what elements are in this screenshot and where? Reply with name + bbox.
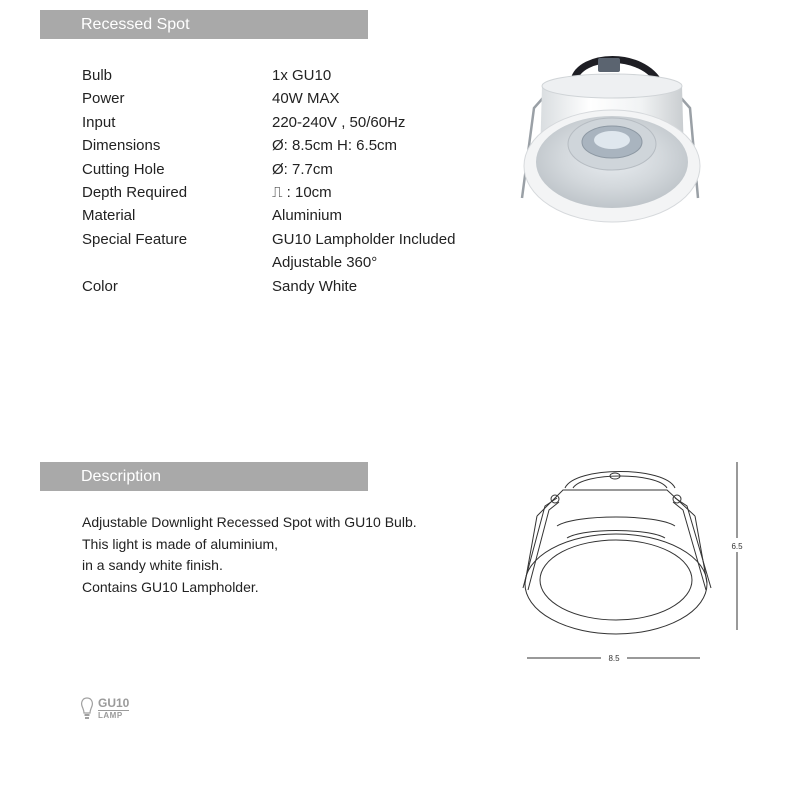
spec-row bbox=[82, 87, 502, 110]
spec-value-line: ⎍ : 10cm bbox=[272, 184, 332, 202]
description-line: Contains GU10 Lampholder. bbox=[82, 578, 259, 595]
description-line: Adjustable Downlight Recessed Spot with GU10 Bulb. bbox=[82, 514, 417, 530]
spec-label: Material bbox=[82, 207, 136, 225]
spec-value bbox=[272, 158, 502, 181]
spec-value bbox=[272, 204, 502, 227]
spec-row bbox=[82, 181, 502, 204]
height-dimension-label: 6.5 bbox=[731, 542, 743, 551]
spec-value bbox=[272, 64, 502, 87]
bulb-icon bbox=[80, 697, 94, 721]
spec-value-line: 40W MAX bbox=[272, 90, 340, 108]
spec-row bbox=[82, 158, 502, 181]
spec-value-line: 1x GU10 bbox=[272, 67, 332, 84]
spec-value-line: Ø: 7.7cm bbox=[272, 160, 333, 178]
width-dimension-label: 8.5 bbox=[608, 654, 620, 663]
spec-row bbox=[82, 111, 502, 134]
description-text bbox=[82, 512, 417, 598]
description-line: This light is made of aluminium, bbox=[82, 535, 279, 552]
spec-label: Power bbox=[82, 90, 125, 108]
gu10-lamp-badge bbox=[80, 697, 129, 721]
spec-table bbox=[82, 64, 502, 298]
spec-label: Bulb bbox=[82, 67, 113, 84]
spec-value bbox=[272, 275, 502, 298]
section-title: Description bbox=[81, 468, 162, 485]
spec-row bbox=[82, 64, 502, 87]
spec-value bbox=[272, 181, 502, 204]
spec-value-line: GU10 Lampholder Included bbox=[272, 230, 456, 248]
section-header-description bbox=[40, 462, 368, 491]
spec-value-line: 220-240V , 50/60Hz bbox=[272, 113, 406, 131]
spec-value bbox=[272, 228, 502, 275]
spec-label: Cutting Hole bbox=[82, 160, 165, 178]
product-photo bbox=[512, 48, 712, 228]
section-header-recessed-spot bbox=[40, 10, 368, 39]
spec-label: Dimensions bbox=[82, 137, 161, 155]
spec-value-line: Adjustable 360° bbox=[272, 254, 378, 272]
spec-value bbox=[272, 87, 502, 110]
description-line: in a sandy white finish. bbox=[82, 557, 223, 573]
spec-row bbox=[82, 134, 502, 157]
spec-row bbox=[82, 228, 502, 275]
spec-value bbox=[272, 134, 502, 157]
spec-value-line: Sandy White bbox=[272, 277, 358, 295]
spec-label: Input bbox=[82, 113, 116, 131]
spec-row bbox=[82, 275, 502, 298]
spec-label: Color bbox=[82, 277, 118, 295]
spec-label: Special Feature bbox=[82, 230, 188, 248]
spec-row bbox=[82, 204, 502, 227]
spec-value-line: Ø: 8.5cm H: 6.5cm bbox=[272, 137, 398, 155]
spec-value bbox=[272, 111, 502, 134]
spec-label: Depth Required bbox=[82, 184, 188, 202]
badge-sub-text: LAMP bbox=[98, 711, 123, 720]
section-title: Recessed Spot bbox=[81, 16, 190, 33]
technical-drawing bbox=[515, 458, 755, 668]
spec-value-line: Aluminium bbox=[272, 207, 343, 225]
badge-main-text: GU10 bbox=[98, 696, 130, 710]
